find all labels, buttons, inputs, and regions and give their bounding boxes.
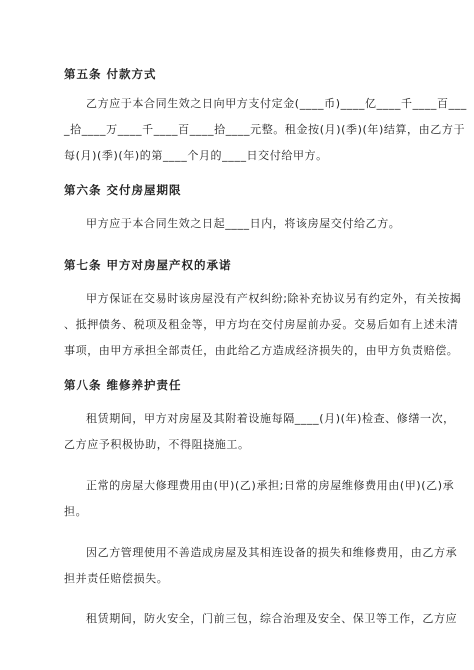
section-6-heading: 第六条 交付房屋期限 (64, 183, 182, 197)
text-line: _拾____万____千____百____拾____元整。租金按(月)(季)(年)结算，由乙方于 (64, 123, 466, 136)
text-line: 甲方应于本合同生效之日起____日内，将该房屋交付给乙方。 (86, 217, 401, 230)
section-5-heading: 第五条 付款方式 (64, 67, 157, 81)
text-line: 因乙方管理使用不善造成房屋及其相连设备的损失和维修费用，由乙方承 (86, 546, 458, 559)
section-8-heading: 第八条 维修养护责任 (64, 378, 182, 392)
section-8-paragraph-1 (64, 406, 455, 458)
text-line: 担并责任赔偿损失。 (64, 572, 169, 585)
text-line: 、抵押债务、税项及租金等，甲方均在交付房屋前办妥。交易后如有上述未清 (64, 318, 459, 331)
text-line: 租赁期间，防火安全，门前三包，综合治理及安全、保卫等工作，乙方应 (86, 612, 458, 625)
section-7-paragraph (64, 286, 462, 364)
text-line: 乙方应予积极协助，不得阻挠施工。 (64, 438, 250, 451)
text-line: 乙方应于本合同生效之日向甲方支付定金(____币)____亿____千____百___ (86, 97, 467, 110)
text-line: 甲方保证在交易时该房屋没有产权纠纷;除补充协议另有约定外，有关按揭 (86, 292, 462, 305)
section-8-paragraph-4 (64, 606, 458, 632)
text-line: 事项，由甲方承担全部责任，由此给乙方造成经济损失的，由甲方负责赔偿。 (64, 344, 459, 357)
text-line: 租赁期间，甲方对房屋及其附着设施每隔____(月)(年)检查、修缮一次， (86, 412, 455, 425)
section-7-heading: 第七条 甲方对房屋产权的承诺 (64, 258, 232, 272)
section-6-paragraph (64, 211, 420, 237)
section-5-paragraph (64, 91, 467, 169)
text-line: 正常的房屋大修理费用由(甲)(乙)承担;日常的房屋维修费用由(甲)(乙)承 (86, 479, 455, 492)
section-8-paragraph-2 (64, 473, 455, 525)
text-line: 担。 (64, 505, 88, 518)
section-8-paragraph-3 (64, 540, 458, 592)
text-line: 每(月)(季)(年)的第____个月的____日交付给甲方。 (64, 149, 328, 162)
